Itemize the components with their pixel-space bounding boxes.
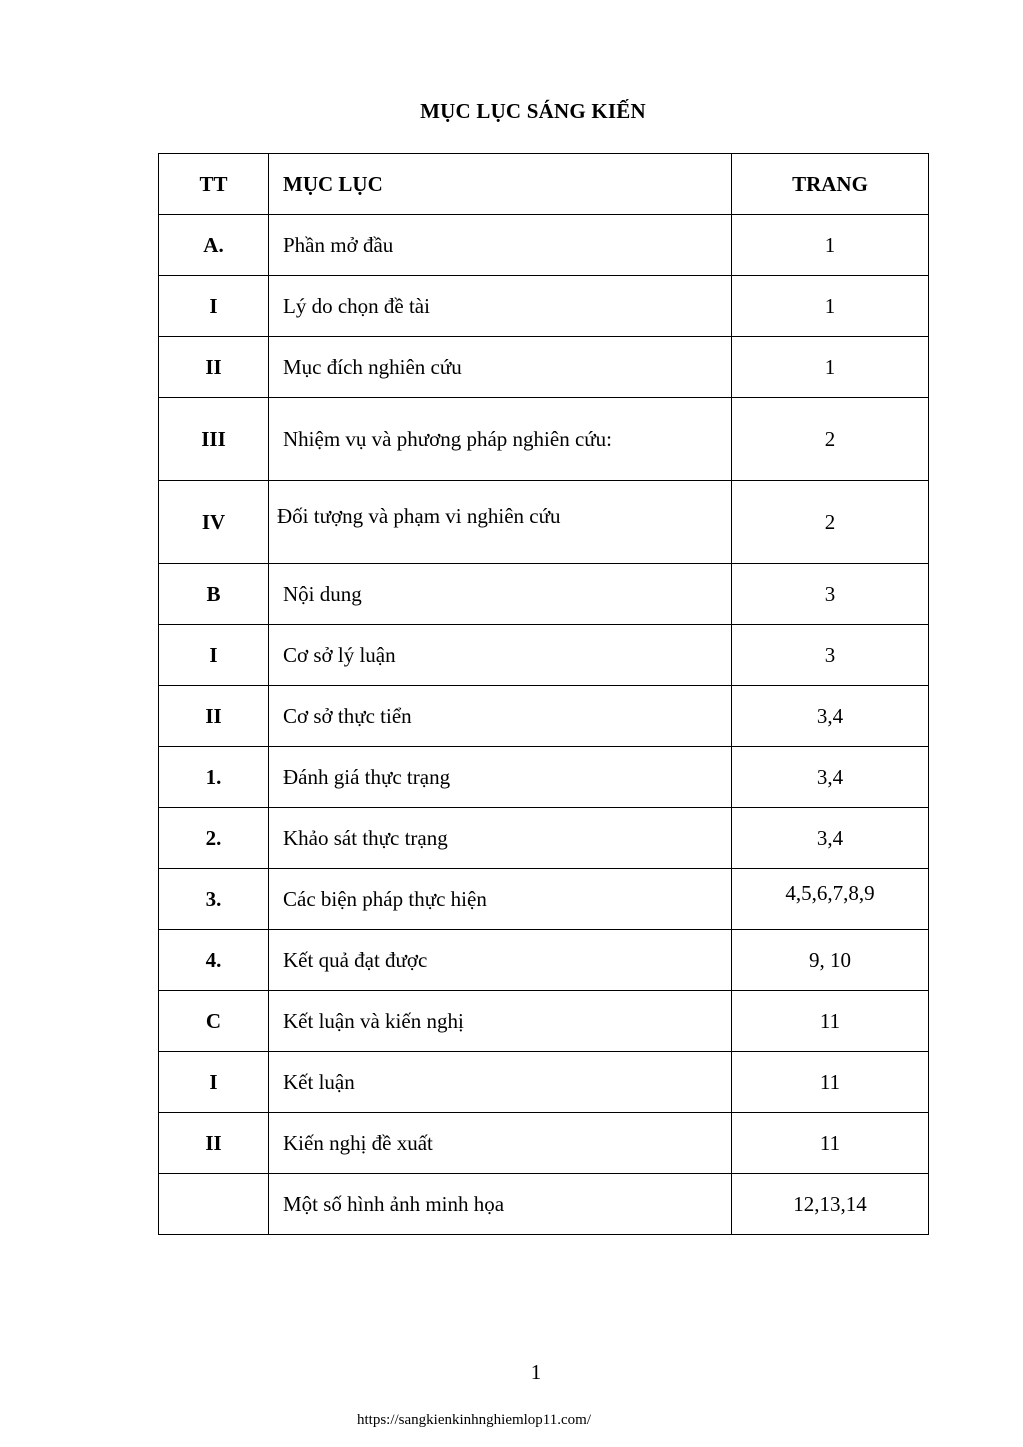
row-tt bbox=[159, 1174, 269, 1235]
row-page: 1 bbox=[732, 337, 929, 398]
row-page: 2 bbox=[732, 481, 929, 564]
row-title: Kết quả đạt được bbox=[269, 930, 732, 991]
row-title: Đánh giá thực trạng bbox=[269, 747, 732, 808]
table-header-row bbox=[159, 154, 929, 215]
row-page: 9, 10 bbox=[732, 930, 929, 991]
row-title: Nhiệm vụ và phương pháp nghiên cứu: bbox=[269, 398, 732, 481]
header-tt: TT bbox=[159, 154, 269, 215]
table-row bbox=[159, 930, 929, 991]
row-page: 11 bbox=[732, 991, 929, 1052]
table-row bbox=[159, 276, 929, 337]
row-tt: 1. bbox=[159, 747, 269, 808]
row-page: 1 bbox=[732, 215, 929, 276]
row-tt: I bbox=[159, 1052, 269, 1113]
row-title-text: Đối tượng và phạm vi nghiên cứu bbox=[277, 503, 561, 528]
table-row bbox=[159, 564, 929, 625]
row-tt: I bbox=[159, 625, 269, 686]
row-tt: II bbox=[159, 1113, 269, 1174]
table-of-contents bbox=[158, 153, 929, 1235]
row-tt: A. bbox=[159, 215, 269, 276]
row-tt: I bbox=[159, 276, 269, 337]
row-title: Cơ sở thực tiển bbox=[269, 686, 732, 747]
row-title bbox=[269, 481, 732, 564]
row-title: Các biện pháp thực hiện bbox=[269, 869, 732, 930]
row-page: 1 bbox=[732, 276, 929, 337]
row-page: 11 bbox=[732, 1113, 929, 1174]
row-tt: C bbox=[159, 991, 269, 1052]
row-tt: 2. bbox=[159, 808, 269, 869]
row-page: 3 bbox=[732, 625, 929, 686]
row-page bbox=[732, 869, 929, 930]
header-title: MỤC LỤC bbox=[269, 154, 732, 215]
row-title: Kiến nghị đề xuất bbox=[269, 1113, 732, 1174]
table-row bbox=[159, 991, 929, 1052]
row-page: 3,4 bbox=[732, 686, 929, 747]
row-title: Mục đích nghiên cứu bbox=[269, 337, 732, 398]
row-page: 3 bbox=[732, 564, 929, 625]
row-title: Khảo sát thực trạng bbox=[269, 808, 732, 869]
row-page: 11 bbox=[732, 1052, 929, 1113]
row-title: Kết luận bbox=[269, 1052, 732, 1113]
table-row bbox=[159, 1113, 929, 1174]
table-row bbox=[159, 808, 929, 869]
row-title: Một số hình ảnh minh họa bbox=[269, 1174, 732, 1235]
table-row bbox=[159, 337, 929, 398]
table-row bbox=[159, 398, 929, 481]
row-tt: 4. bbox=[159, 930, 269, 991]
table-row bbox=[159, 215, 929, 276]
table-row bbox=[159, 686, 929, 747]
row-page: 3,4 bbox=[732, 808, 929, 869]
row-page: 2 bbox=[732, 398, 929, 481]
row-page-text: 4,5,6,7,8,9 bbox=[785, 880, 875, 905]
row-page: 12,13,14 bbox=[732, 1174, 929, 1235]
table-row bbox=[159, 1052, 929, 1113]
row-tt: II bbox=[159, 686, 269, 747]
row-tt: III bbox=[159, 398, 269, 481]
row-tt: B bbox=[159, 564, 269, 625]
row-title: Lý do chọn đề tài bbox=[269, 276, 732, 337]
row-title: Cơ sở lý luận bbox=[269, 625, 732, 686]
page-number: 1 bbox=[530, 1360, 542, 1384]
table-row bbox=[159, 869, 929, 930]
row-title: Kết luận và kiến nghị bbox=[269, 991, 732, 1052]
row-title: Nội dung bbox=[269, 564, 732, 625]
document-title: MỤC LỤC SÁNG KIẾN bbox=[420, 99, 646, 123]
row-tt: 3. bbox=[159, 869, 269, 930]
table-row bbox=[159, 1174, 929, 1235]
row-tt: II bbox=[159, 337, 269, 398]
header-page: TRANG bbox=[732, 154, 929, 215]
table-row bbox=[159, 747, 929, 808]
row-title: Phần mở đầu bbox=[269, 215, 732, 276]
row-tt: IV bbox=[159, 481, 269, 564]
footer-url: https://sangkienkinhnghiemlop11.com/ bbox=[356, 1412, 591, 1428]
row-page: 3,4 bbox=[732, 747, 929, 808]
table-row bbox=[159, 625, 929, 686]
table-row bbox=[159, 481, 929, 564]
